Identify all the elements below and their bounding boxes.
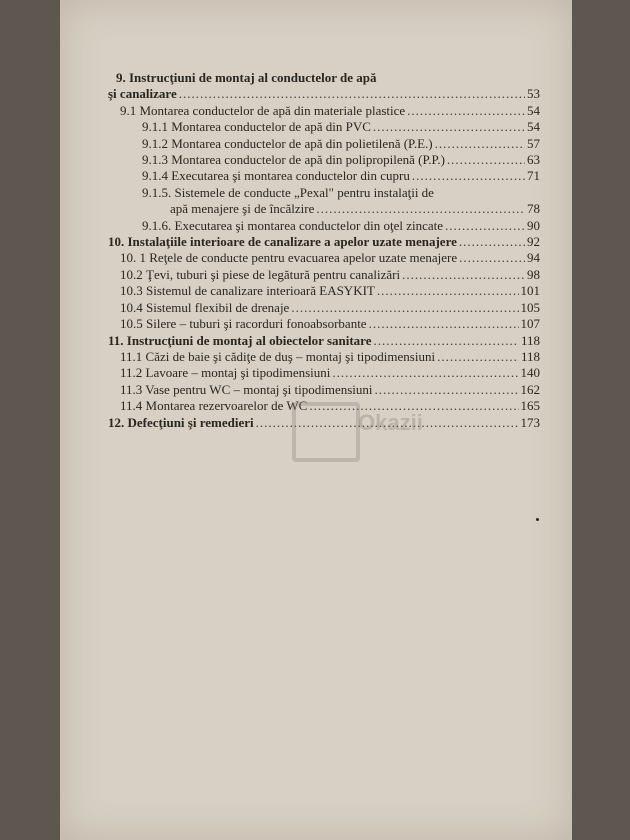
toc-leader-dots <box>435 136 525 152</box>
toc-page-number: 54 <box>527 119 540 135</box>
toc-entry-text: 9.1 Montarea conductelor de apă din materiale plastice <box>120 102 406 118</box>
toc-page-number: 78 <box>527 201 540 217</box>
toc-entry-text: 9.1.3 Montarea conductelor de apă din polipropilenă (P.P.) <box>142 152 445 168</box>
toc-chapter-11-title: 11. Instrucţiuni de montaj al obiectelor sanitare <box>108 332 372 348</box>
toc-entry-text: 10.3 Sistemul de canalizare interioară EASYKIT <box>120 283 375 299</box>
toc-page-number: 94 <box>527 250 540 266</box>
toc-page-number: 118 <box>520 348 540 364</box>
toc-entry <box>108 267 540 283</box>
toc-leader-dots <box>374 333 519 349</box>
toc-page-number: 107 <box>520 316 540 332</box>
toc-page-number: 105 <box>520 299 540 315</box>
toc-entry-text: 9.1.1 Montarea conductelor de apă din PVC <box>142 119 371 135</box>
toc-page-number: 90 <box>527 217 540 233</box>
toc-entry-text: 11.2 Lavoare – montaj şi tipodimensiuni <box>120 365 331 381</box>
toc-chapter-9-title: 9. Instrucţiuni de montaj al conductelor de apă <box>116 70 377 85</box>
book-page <box>60 0 572 840</box>
toc-page-number: 54 <box>527 102 540 118</box>
toc-page-number: 118 <box>520 332 540 348</box>
toc-entry <box>108 218 540 234</box>
toc-leader-dots <box>179 86 525 102</box>
toc-chapter-11 <box>108 333 540 349</box>
toc-leader-dots <box>459 250 525 266</box>
toc-page-number: 173 <box>520 414 540 430</box>
toc-leader-dots <box>375 382 519 398</box>
toc-leader-dots <box>412 168 525 184</box>
toc-entry <box>108 300 540 316</box>
toc-entry-text: 11.4 Montarea rezervoarelor de WC <box>120 398 308 414</box>
toc-page-number: 98 <box>527 266 540 282</box>
toc-entry-text: 9.1.4 Executarea şi montarea conductelor din cupru <box>142 168 410 184</box>
toc-leader-dots <box>407 103 525 119</box>
toc-entry-text: 11.1 Căzi de baie şi cădiţe de duş – montaj şi tipodimensiuni <box>120 348 436 364</box>
toc-entry-text: 10. 1 Reţele de conducte pentru evacuarea apelor uzate menajere <box>120 250 458 266</box>
toc-entry <box>108 365 540 381</box>
toc-entry <box>108 382 540 398</box>
watermark-logo <box>292 398 423 458</box>
toc-leader-dots <box>437 349 519 365</box>
toc-leader-dots <box>332 365 518 381</box>
toc-leader-dots <box>369 316 519 332</box>
toc-entry <box>108 136 540 152</box>
paper-speck <box>536 518 539 521</box>
toc-entry <box>108 119 540 135</box>
toc-page-number: 101 <box>520 283 540 299</box>
toc-entry-text: 10.2 Ţevi, tuburi şi piese de legătură pentru canalizări <box>120 266 401 282</box>
toc-entry-915-line1 <box>108 185 540 201</box>
toc-entry-text: 9.1.6. Executarea şi montarea conductelor din oţel zincate <box>142 217 444 233</box>
toc-entry-text: 9.1.5. Sistemele de conducte „Pexal" pentru instalaţii de <box>142 184 434 200</box>
toc-chapter-12-title: 12. Defecţiuni şi remedieri <box>108 414 254 430</box>
toc-entry <box>108 103 540 119</box>
toc-entry-text: 11.3 Vase pentru WC – montaj şi tipodimensiuni <box>120 381 373 397</box>
watermark-box-icon <box>292 402 360 462</box>
toc-page-number: 57 <box>527 135 540 151</box>
toc-entry-text: 10.4 Sistemul flexibil de drenaje <box>120 299 290 315</box>
toc-chapter-10 <box>108 234 540 250</box>
toc-entry <box>108 250 540 266</box>
toc-leader-dots <box>316 201 525 217</box>
toc-entry <box>108 168 540 184</box>
toc-entry-text: 9.1.2 Montarea conductelor de apă din polietilenă (P.E.) <box>142 135 433 151</box>
toc-entry-915-line2 <box>108 201 540 217</box>
toc-leader-dots <box>377 283 519 299</box>
toc-leader-dots <box>373 119 525 135</box>
toc-leader-dots <box>445 218 525 234</box>
toc-entry <box>108 283 540 299</box>
toc-entry <box>108 316 540 332</box>
toc-page-number: 165 <box>520 398 540 414</box>
toc-chapter-9-title-cont: şi canalizare <box>108 86 177 102</box>
toc-chapter-10-title: 10. Instalaţiile interioare de canalizare a apelor uzate menajere <box>108 234 457 250</box>
toc-entry <box>108 349 540 365</box>
toc-entry-text: 10.5 Silere – tuburi şi racorduri fonoabsorbante <box>120 316 367 332</box>
toc-entry-text: apă menajere şi de încălzire <box>170 201 315 217</box>
watermark-text: Okazii <box>358 410 423 435</box>
toc-entry <box>108 152 540 168</box>
toc-page-number: 92 <box>527 234 540 250</box>
toc-leader-dots <box>447 152 525 168</box>
toc-leader-dots <box>402 267 525 283</box>
toc-leader-dots <box>459 234 525 250</box>
toc-chapter-9-line2 <box>108 86 540 102</box>
toc-page-number: 140 <box>520 365 540 381</box>
toc-page-number: 63 <box>527 152 540 168</box>
toc-page-number: 71 <box>527 168 540 184</box>
toc-leader-dots <box>291 300 518 316</box>
toc-chapter-9-line1 <box>116 70 540 86</box>
toc-page-number: 53 <box>527 86 540 102</box>
table-of-contents <box>108 70 540 431</box>
toc-page-number: 162 <box>520 381 540 397</box>
